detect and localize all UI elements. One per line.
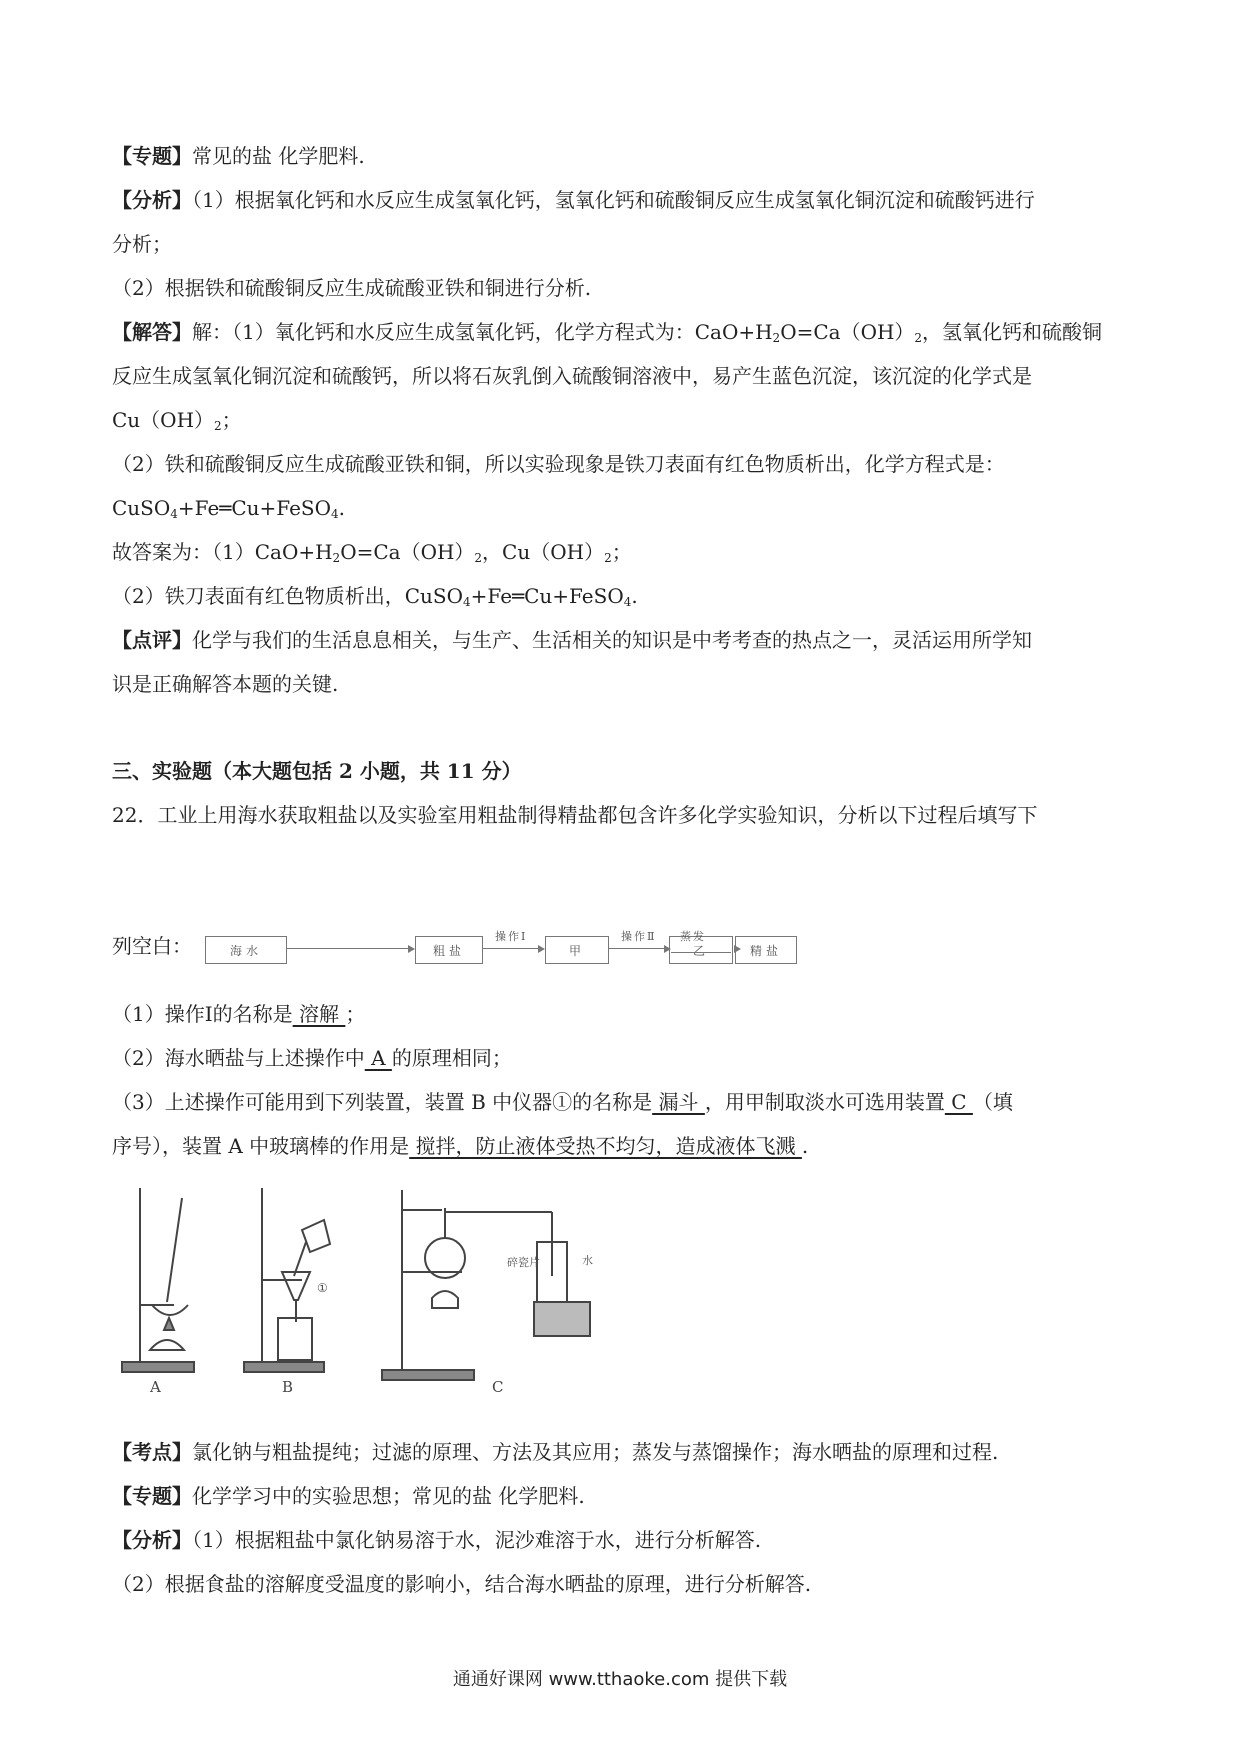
text: .	[801, 1134, 809, 1158]
text: 反应生成氢氧化铜沉淀和硫酸钙，所以将石灰乳倒入硫酸铜溶液中，易产生蓝色沉淀，该沉淀的化学式是	[112, 364, 1032, 388]
text: 识是正确解答本题的关键.	[112, 672, 339, 696]
text: +Fe═Cu+FeSO	[470, 584, 624, 608]
text: （3）上述操作可能用到下列装置，装置 B 中仪器①的名称是	[112, 1090, 653, 1114]
subscript: 2	[604, 551, 612, 565]
answer-line-3	[112, 406, 242, 440]
flow-box-yi: 乙	[669, 936, 733, 964]
apparatus-figure	[112, 1180, 672, 1395]
analysis-line-cont	[112, 230, 172, 258]
text: 故答案为：（1）CaO+H	[112, 540, 333, 564]
comment-line-2	[112, 670, 338, 698]
text: Cu（OH）	[112, 408, 215, 432]
subq-1	[112, 1000, 365, 1028]
apparatus-b	[244, 1188, 330, 1372]
answer-line-4	[112, 450, 1005, 478]
tag: 【考点】	[112, 1440, 192, 1464]
flow-arrow	[671, 952, 731, 953]
flow-box-jia: 甲	[545, 936, 609, 964]
answer-blank: A	[364, 1046, 392, 1070]
text: 的原理相同；	[391, 1046, 512, 1070]
label-a: A	[150, 1378, 161, 1395]
answer-line	[112, 318, 1102, 352]
subq-3	[112, 1088, 1013, 1116]
topic-line-2	[112, 1482, 585, 1510]
text: ；	[611, 540, 632, 564]
text: （填	[972, 1090, 1013, 1114]
apparatus-c	[382, 1190, 590, 1380]
text: .	[338, 496, 345, 520]
analysis-line-3	[112, 1526, 761, 1554]
answer-blank: 漏斗	[652, 1090, 705, 1114]
text: ，用甲制取淡水可选用装置	[704, 1090, 945, 1114]
text: CuSO	[112, 496, 171, 520]
subscript: 2	[914, 331, 923, 345]
subscript: 2	[772, 331, 781, 345]
text: （2）铁刀表面有红色物质析出，CuSO	[112, 584, 464, 608]
tag: 【专题】	[112, 1484, 192, 1508]
subscript: 2	[332, 551, 341, 565]
flow-box-crude-salt: 粗盐	[415, 936, 483, 964]
label-b: B	[282, 1378, 294, 1395]
subscript: 4	[170, 507, 178, 521]
flow-box-seawater: 海水	[205, 936, 287, 964]
marker-1: ①	[317, 1281, 328, 1295]
tag: 【专题】	[112, 144, 192, 168]
flow-label-op2: 操作Ⅱ	[621, 930, 657, 943]
topic-line	[112, 142, 365, 170]
answer-blank: 溶解	[292, 1002, 346, 1026]
tag: 【解答】	[112, 320, 192, 344]
question-22-blank-prompt: 列空白：	[112, 934, 192, 958]
text: ，Cu（OH）	[482, 540, 605, 564]
flow-box-refined-salt: 精盐	[735, 936, 797, 964]
flow-label-op1: 操作Ⅰ	[495, 930, 528, 943]
comment-line	[112, 626, 1032, 654]
analysis-line	[112, 186, 1035, 214]
final-answer-line	[112, 538, 632, 572]
label-boiling-chips: 碎瓷片	[507, 1256, 540, 1269]
text: 序号），装置 A 中玻璃棒的作用是	[112, 1134, 410, 1158]
flow-label-evaporate: 蒸发	[680, 930, 706, 943]
apparatus-a	[122, 1188, 194, 1372]
subscript: 4	[623, 595, 632, 609]
answer-blank: 搅拌，防止液体受热不均匀，造成液体飞溅	[409, 1134, 802, 1158]
subscript: 2	[474, 551, 483, 565]
label-c: C	[492, 1378, 504, 1395]
text: ；	[221, 408, 242, 432]
tag: 【分析】	[112, 1528, 192, 1552]
text: O=Ca（OH）	[340, 540, 475, 564]
text: 氯化钠与粗盐提纯；过滤的原理、方法及其应用；蒸发与蒸馏操作；海水晒盐的原理和过程.	[192, 1440, 999, 1464]
text: （1）操作Ⅰ的名称是	[112, 1002, 293, 1026]
text: 化学学习中的实验思想；常见的盐 化学肥料.	[192, 1484, 585, 1508]
text: （2）海水晒盐与上述操作中	[112, 1046, 365, 1070]
keypoint-line	[112, 1438, 998, 1466]
analysis-line-4	[112, 1570, 811, 1598]
flow-arrow	[609, 948, 669, 949]
subq-3-cont	[112, 1132, 808, 1160]
final-answer-line-2	[112, 582, 638, 616]
subscript: 2	[214, 419, 222, 433]
text: （1）根据氧化钙和水反应生成氢氧化钙，氢氧化钙和硫酸铜反应生成氢氧化铜沉淀和硫酸钙进行	[192, 188, 1035, 212]
subscript: 4	[463, 595, 471, 609]
text: （2）根据铁和硫酸铜反应生成硫酸亚铁和铜进行分析.	[112, 276, 592, 300]
text: 分析；	[112, 232, 172, 256]
section-title: 三、实验题（本大题包括 2 小题，共 11 分）	[112, 759, 522, 783]
flow-arrow	[287, 948, 413, 949]
answer-line-2	[112, 362, 1032, 390]
equation-line	[112, 494, 345, 528]
flow-arrow	[483, 948, 543, 949]
text: O=Ca（OH）	[780, 320, 915, 344]
text: 常见的盐 化学肥料.	[192, 144, 365, 168]
text: 解：（1）氧化钙和水反应生成氢氧化钙，化学方程式为：CaO+H	[192, 320, 773, 344]
answer-blank: C	[944, 1090, 973, 1114]
text: 化学与我们的生活息息相关，与生产、生活相关的知识是中考考查的热点之一，灵活运用所学知	[192, 628, 1032, 652]
text: （2）根据食盐的溶解度受温度的影响小，结合海水晒盐的原理，进行分析解答.	[112, 1572, 812, 1596]
analysis-line-2	[112, 274, 591, 302]
question-22: 22．工业上用海水获取粗盐以及实验室用粗盐制得精盐都包含许多化学实验知识，分析以下过程后填写下	[112, 803, 1038, 827]
tag: 【点评】	[112, 628, 192, 652]
page-footer: 通通好课网 www.tthaoke.com 提供下载	[452, 1669, 788, 1690]
text: （2）铁和硫酸铜反应生成硫酸亚铁和铜，所以实验现象是铁刀表面有红色物质析出，化学方程式是：	[112, 452, 1005, 476]
text: +Fe═Cu+FeSO	[177, 496, 331, 520]
text: ；	[345, 1002, 366, 1026]
text: （1）根据粗盐中氯化钠易溶于水，泥沙难溶于水，进行分析解答.	[192, 1528, 762, 1552]
tag: 【分析】	[112, 188, 192, 212]
text: .	[631, 584, 638, 608]
text: ，氢氧化钙和硫酸铜	[922, 320, 1103, 344]
label-water: 水	[582, 1254, 593, 1267]
subscript: 4	[331, 507, 339, 521]
subq-2	[112, 1044, 512, 1072]
